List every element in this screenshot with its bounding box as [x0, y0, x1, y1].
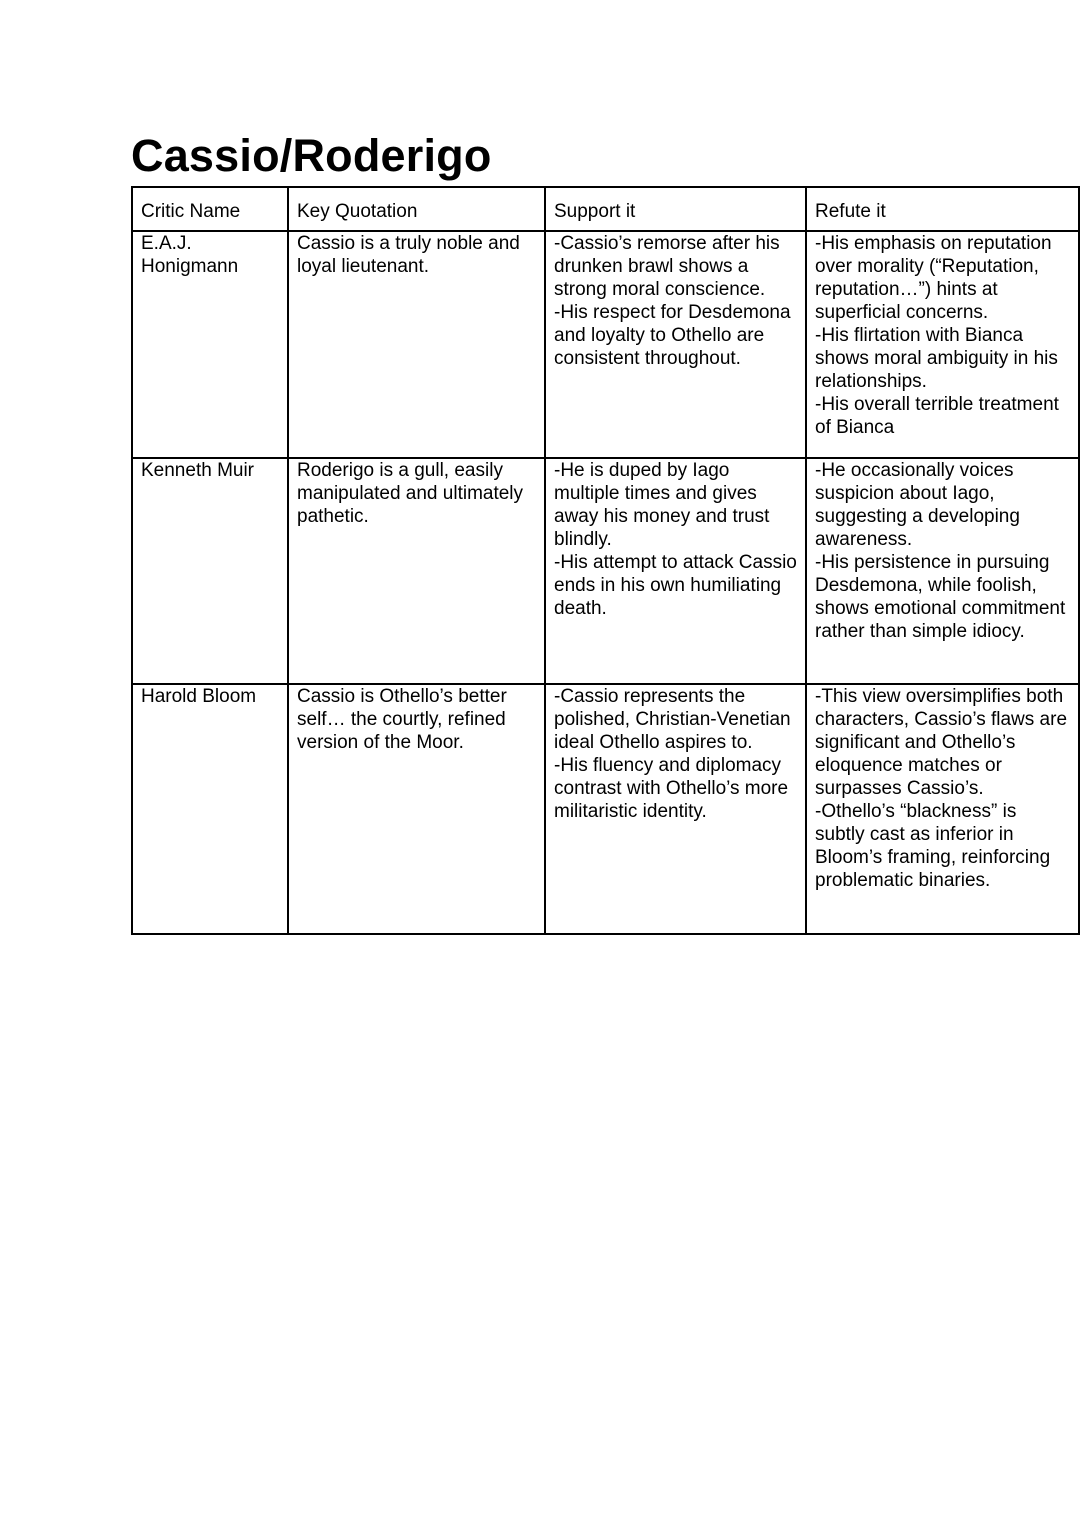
table-row: [132, 458, 1079, 684]
support-point: -He is duped by Iago multiple times and gives away his money and trust blindly.: [554, 460, 770, 550]
table-header-row: [132, 187, 1079, 231]
refute-point: -His flirtation with Bianca shows moral ambiguity in his relationships.: [815, 325, 1058, 392]
refute-point: -Othello’s “blackness” is subtly cast as inferior in Bloom’s framing, reinforcing problematic binaries.: [815, 801, 1051, 891]
support-point: -His respect for Desdemona and loyalty to Othello are consistent throughout.: [554, 302, 791, 369]
critic-name-cell: Kenneth Muir: [132, 458, 288, 684]
header-critic-name: Critic Name: [132, 187, 288, 231]
support-cell: [545, 684, 806, 934]
support-cell: [545, 458, 806, 684]
refute-point: -His persistence in pursuing Desdemona, while foolish, shows emotional commitment rather than simple idiocy.: [815, 552, 1066, 642]
critics-table: [131, 186, 1080, 935]
support-point: -Cassio’s remorse after his drunken brawl shows a strong moral conscience.: [554, 233, 780, 300]
header-support-it: Support it: [545, 187, 806, 231]
refute-cell: [806, 231, 1079, 458]
support-point: -Cassio represents the polished, Christian-Venetian ideal Othello aspires to.: [554, 686, 791, 753]
support-point: -His fluency and diplomacy contrast with Othello’s more militaristic identity.: [554, 755, 789, 822]
refute-point: -His emphasis on reputation over morality (“Reputation, reputation…”) hints at superficial concerns.: [815, 233, 1052, 323]
critic-name-cell: Harold Bloom: [132, 684, 288, 934]
refute-point: -This view oversimplifies both characters, Cassio’s flaws are significant and Othello’s eloquence matches or surpasses Cassio’s.: [815, 686, 1068, 799]
key-quotation-cell: Roderigo is a gull, easily manipulated and ultimately pathetic.: [288, 458, 545, 684]
support-point: -His attempt to attack Cassio ends in his own humiliating death.: [554, 552, 797, 619]
refute-cell: [806, 458, 1079, 684]
header-key-quotation: Key Quotation: [288, 187, 545, 231]
header-refute-it: Refute it: [806, 187, 1079, 231]
refute-cell: [806, 684, 1079, 934]
support-cell: [545, 231, 806, 458]
table-row: [132, 684, 1079, 934]
refute-point: -His overall terrible treatment of Bianca: [815, 394, 1059, 438]
key-quotation-cell: Cassio is Othello’s better self… the courtly, refined version of the Moor.: [288, 684, 545, 934]
table-row: [132, 231, 1079, 458]
key-quotation-cell: Cassio is a truly noble and loyal lieutenant.: [288, 231, 545, 458]
page-title: Cassio/Roderigo: [131, 130, 492, 181]
refute-point: -He occasionally voices suspicion about Iago, suggesting a developing awareness.: [815, 460, 1020, 550]
critic-name-cell: E.A.J. Honigmann: [132, 231, 288, 458]
